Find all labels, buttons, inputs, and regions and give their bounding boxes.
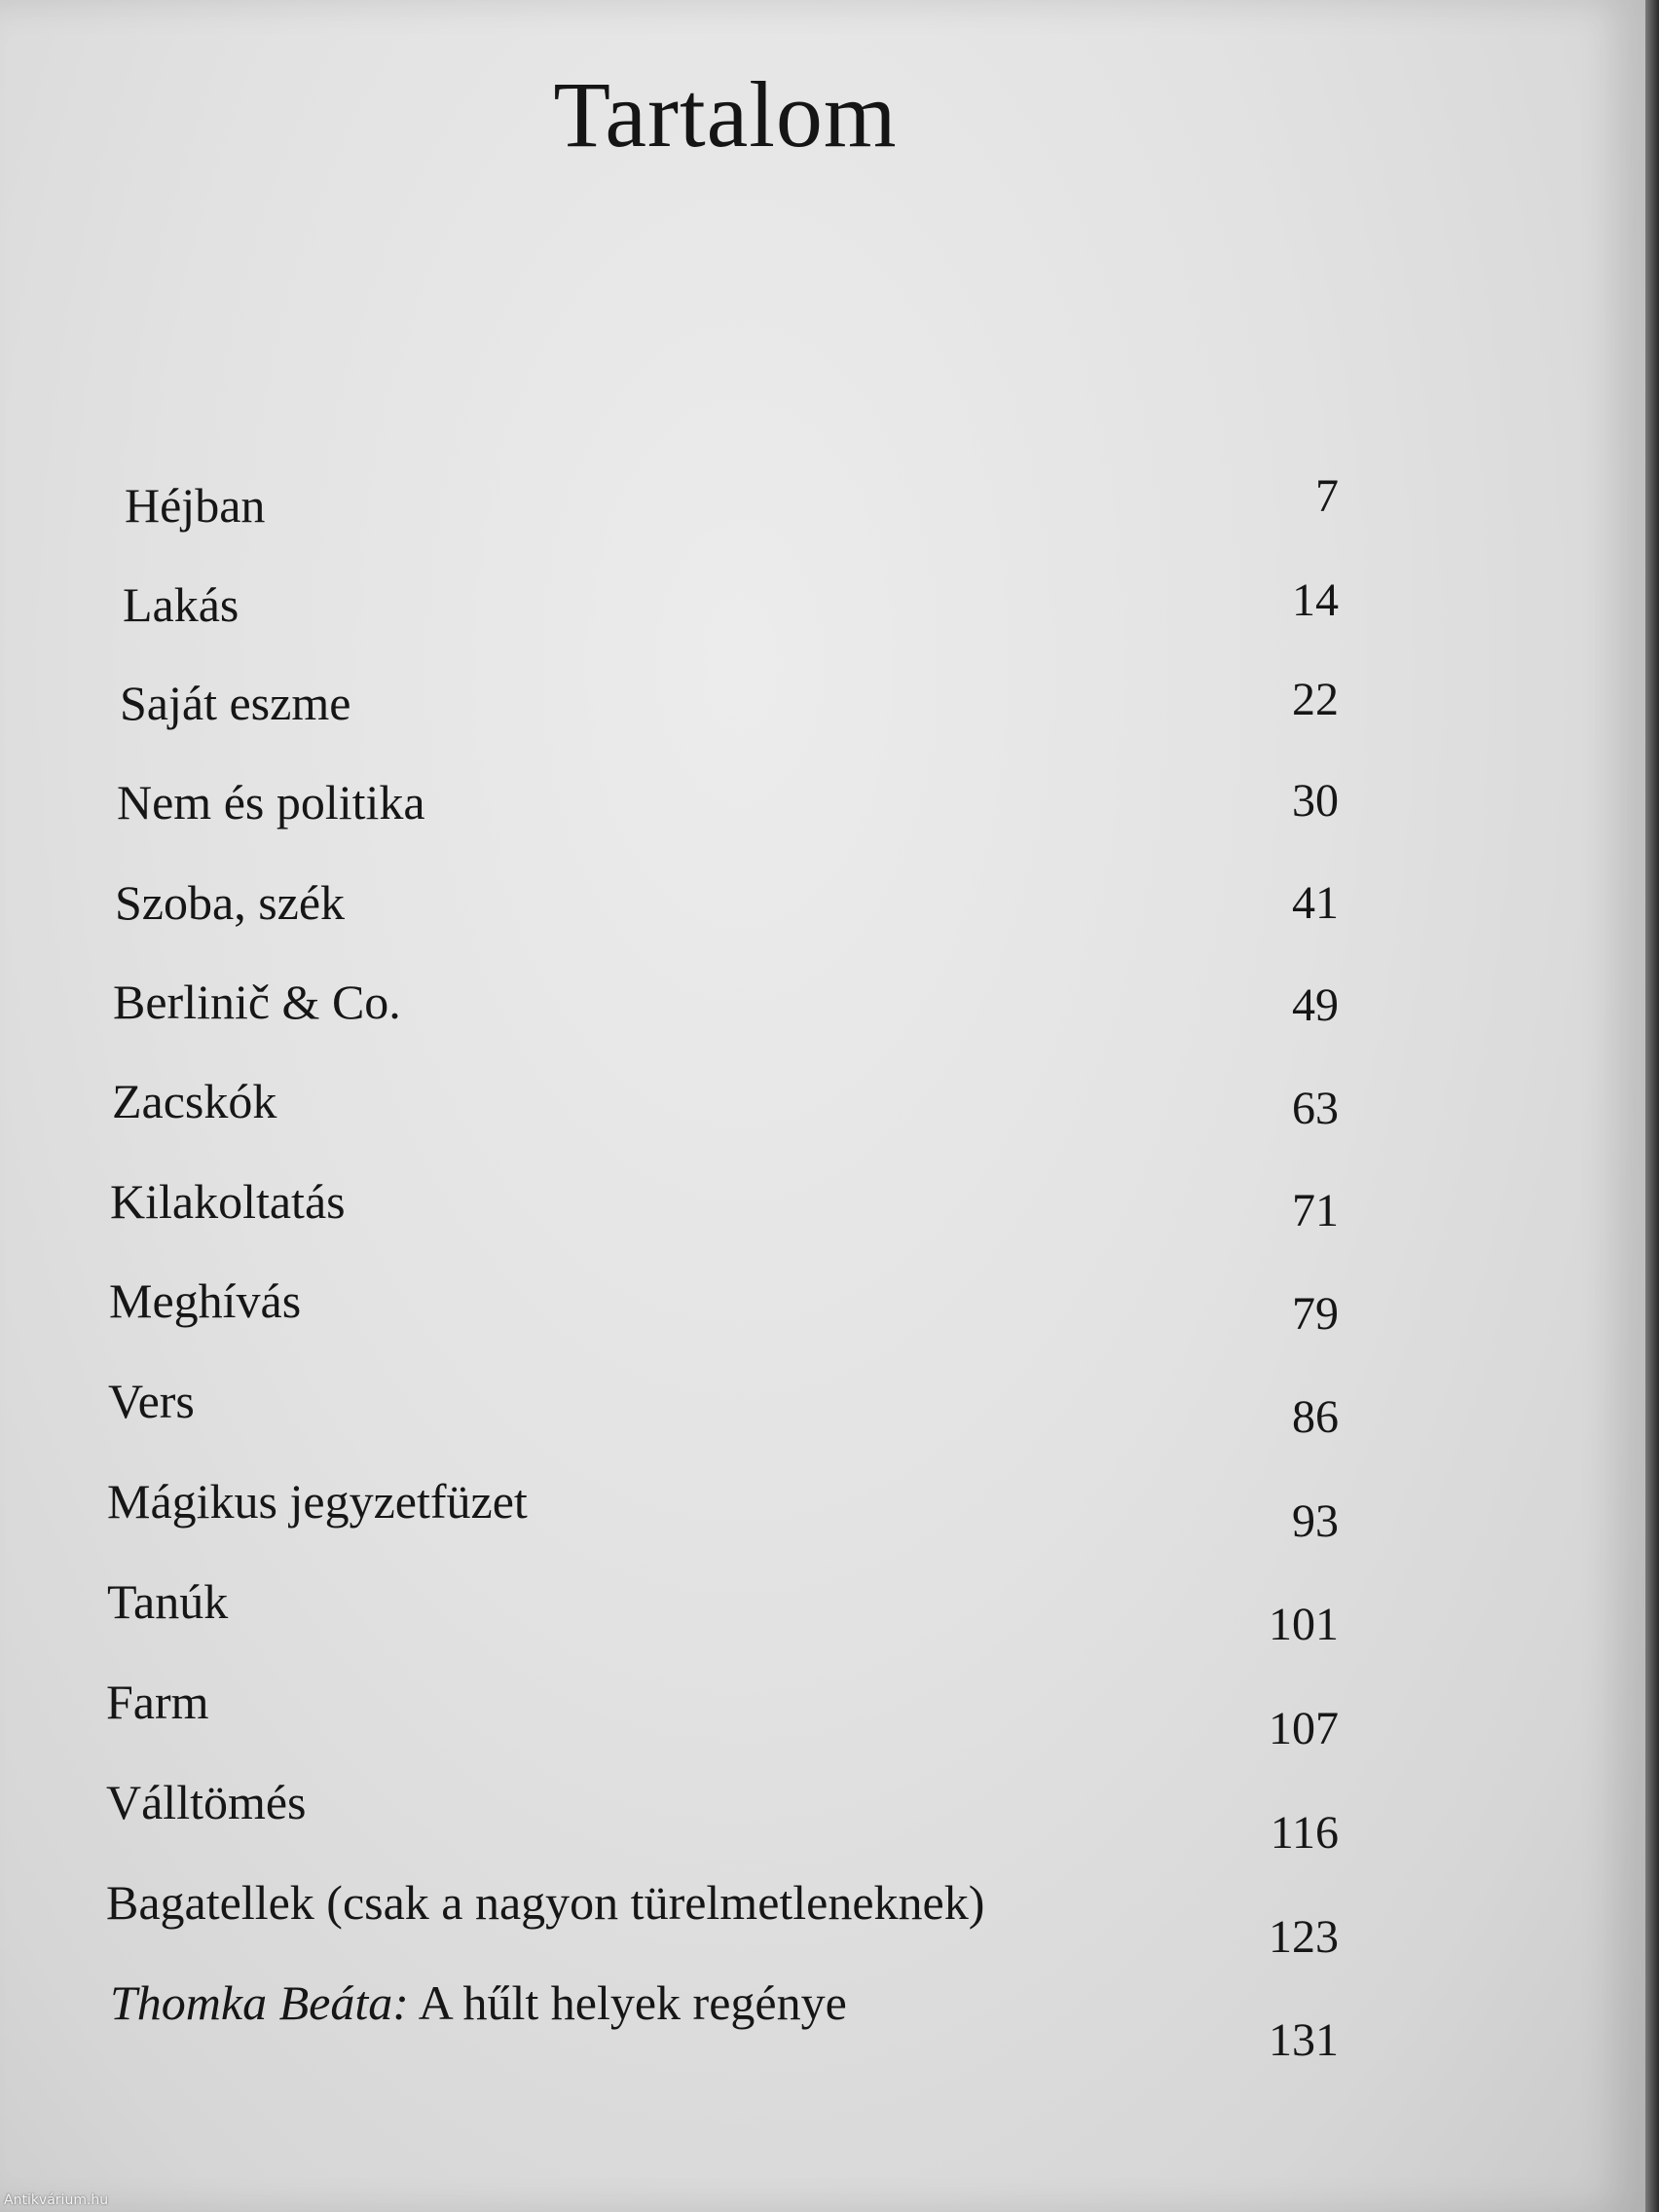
- toc-entry-title: Mágikus jegyzetfüzet: [107, 1474, 528, 1529]
- toc-entry-page: 131: [1269, 2014, 1339, 2066]
- toc-entry: [0, 1774, 1645, 1859]
- toc-entry-page: 7: [1315, 470, 1339, 522]
- toc-entry-title: Héjban: [125, 478, 266, 533]
- toc-entry: [0, 1173, 1645, 1251]
- toc-entry: [0, 675, 1645, 753]
- watermark: Antikvárium.hu: [4, 2193, 109, 2208]
- toc-entry: [0, 874, 1645, 952]
- toc-entry-page: 116: [1270, 1807, 1339, 1859]
- toc-entry-title: Zacskók: [112, 1074, 277, 1128]
- toc-entry: [0, 1874, 1645, 1963]
- toc-entry-title: [110, 1974, 847, 2031]
- toc-entry-title: Tanúk: [107, 1574, 229, 1629]
- toc-entry-page: 101: [1269, 1599, 1339, 1650]
- toc-entry-page: 41: [1292, 877, 1339, 929]
- toc-entry-page: 107: [1269, 1703, 1339, 1754]
- toc-entry-page: 30: [1292, 775, 1339, 827]
- toc-entry-page: 63: [1292, 1083, 1339, 1134]
- toc-entry: [0, 974, 1645, 1051]
- page-title: Tartalom: [553, 62, 898, 166]
- toc-entry: [0, 1373, 1645, 1451]
- toc-entry: [0, 1674, 1645, 1754]
- toc-entry-title: Válltömés: [106, 1775, 307, 1829]
- toc-entry-page: 14: [1292, 574, 1339, 626]
- toc-entry-page: 79: [1292, 1288, 1339, 1340]
- toc-entry-title: Berlinič & Co.: [113, 975, 401, 1029]
- toc-entry: [0, 1272, 1645, 1350]
- toc-entry-title: Vers: [108, 1374, 195, 1428]
- toc-entry-title: Farm: [106, 1675, 209, 1729]
- toc-entry-page: 86: [1292, 1391, 1339, 1443]
- toc-entry: [0, 576, 1645, 654]
- toc-entry-page: 71: [1292, 1185, 1339, 1236]
- toc-entry-title: Saját eszme: [120, 676, 351, 730]
- toc-entry-title-text: A hűlt helyek regénye: [418, 1975, 847, 2030]
- book-spine-shadow: [1645, 0, 1659, 2212]
- toc-entry: [0, 1073, 1645, 1151]
- toc-entry: [0, 1473, 1645, 1551]
- toc-entry-page: 22: [1292, 674, 1339, 725]
- toc-entry-title: Nem és politika: [117, 775, 425, 830]
- toc-entry: [0, 774, 1645, 852]
- toc-entry-title: Bagatellek (csak a nagyon türelmetleneknek): [106, 1875, 985, 1930]
- toc-entry: [0, 1573, 1645, 1651]
- toc-entry-title: Kilakoltatás: [110, 1174, 346, 1229]
- toc-entry: [0, 1974, 1645, 2066]
- toc-entry-title: Szoba, szék: [115, 875, 346, 930]
- toc-entry: [0, 470, 1645, 555]
- toc-entry-author: Thomka Beáta:: [110, 1975, 409, 2030]
- toc-entry-page: 93: [1292, 1495, 1339, 1547]
- toc-entry-title: Lakás: [123, 577, 240, 632]
- toc-entry-page: 49: [1292, 979, 1339, 1031]
- toc-entry-page: 123: [1269, 1911, 1339, 1963]
- toc-entry-title: Meghívás: [109, 1273, 302, 1328]
